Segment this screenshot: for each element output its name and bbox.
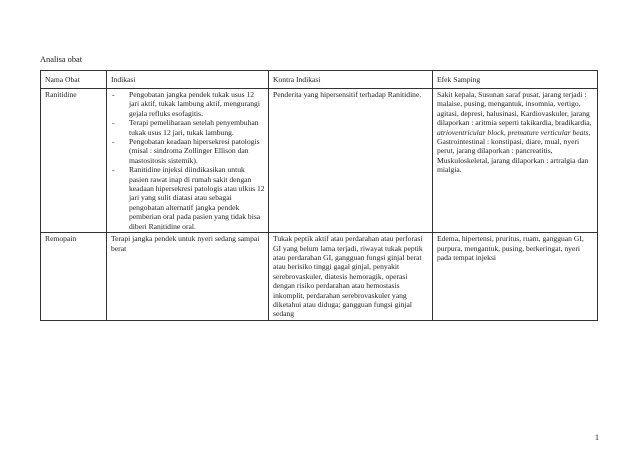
table-header-row: [41, 71, 598, 89]
table-row: [41, 233, 598, 321]
indikasi-item: - Pengobatan jangka pendek tukak usus 12 jari aktif, tukak lambung aktif, mengurangi gejala refluks esofagitis.: [111, 90, 265, 118]
drug-name-cell: Remopain: [41, 233, 107, 321]
efek-samping-cell: [433, 89, 598, 233]
drug-analysis-table: [40, 70, 598, 321]
indikasi-item: - Terapi pemeliharaan setelah penyembuhan tukak usus 12 jari, tukak lambung.: [111, 118, 265, 137]
indikasi-cell: [107, 89, 269, 233]
indikasi-item: - Ranitidine injeksi diindikasikan untuk pasien rawat inap di rumah sakit dengan keadaan hipersekresi patologis atau ulkus 12 jari yang sulit diatasi atau sebagai pengobatan alternatif jangka pendek pemberian oral pada pasien yang tidak bisa diberi Ranitidine oral.: [111, 165, 265, 231]
table-row: [41, 89, 598, 233]
efek-text: Sakit kepala, Susunan saraf pusat, jarang terjadi : malaise, pusing, mengantuk, insomnia, vertigo, agitasi, depresi, halusinasi, Kardiovaskuler, jarang dilaporkan : aritmia seperti takikardia, bradikardia,: [437, 90, 592, 128]
kontra-indikasi-cell: Penderita yang hipersensitif terhadap Ranitidine.: [269, 89, 433, 233]
page-number: 1: [595, 433, 599, 442]
drug-name-cell: Ranitidine: [41, 89, 107, 233]
header-efek-samping: Efek Samping: [433, 71, 598, 89]
document-title: Analisa obat: [40, 55, 83, 64]
efek-samping-cell: Edema, hipertensi, pruritus, ruam, gangguan GI, purpura, mengantuk, pusing, berkeringat, nyeri pada tempat injeksi: [433, 233, 598, 321]
indikasi-item: - Pengobatan keadaan hipersekresi patologis (misal : sindroma Zollinger Ellison dan mastositosis sistemik).: [111, 137, 265, 165]
header-indikasi: Indikasi: [107, 71, 269, 89]
kontra-indikasi-cell: Tukak peptik aktif atau perdarahan atau perforasi GI yang belum lama terjadi, riwayat tukak peptik atau perdarahan GI, gangguan fungsi ginjal berat atau berisiko tinggi gagal ginjal, penyakit serebrovaskuler, diatesis hemoragik, operasi dengan risiko perdarahan atau hemostasis inkomplit, perdarahan serebrovaskuler yang diketahui atau diduga; gangguan fungsi ginjal sedang: [269, 233, 433, 321]
header-kontra-indikasi: Kontra Indikasi: [269, 71, 433, 89]
indikasi-cell: Terapi jangka pendek untuk nyeri sedang sampai berat: [107, 233, 269, 321]
efek-text: Gastrointestinal : konstipasi, diare, mual, nyeri perut, jarang dilaporkan : pancreatitis, Muskuloskeletal, jarang dilaporkan : artralgia dan mialgia.: [437, 137, 589, 175]
header-nama-obat: Nama Obat: [41, 71, 107, 89]
efek-text-italic: atrioventricular block, premature verticular beats,: [437, 127, 591, 137]
indikasi-list: [111, 90, 265, 231]
